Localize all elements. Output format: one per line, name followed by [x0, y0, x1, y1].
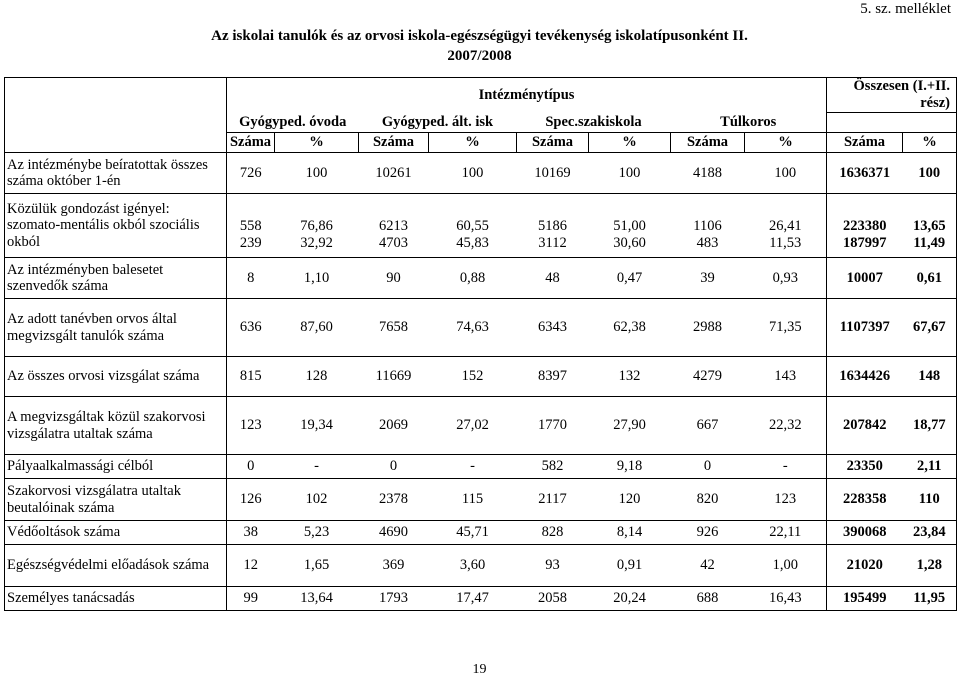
value-cell: 1,28: [903, 545, 957, 587]
value-cell: 110: [903, 479, 957, 521]
value-line: 11,49: [913, 235, 946, 251]
value-line: 45,83: [456, 235, 489, 251]
value-cell: 16,43: [745, 587, 827, 611]
row-label: Az összes orvosi vizsgálat száma: [5, 357, 227, 397]
row-label: A megvizsgáltak közül szakorvosi vizsgálatra utaltak száma: [5, 397, 227, 455]
value-line: 51,00: [613, 218, 646, 234]
value-line: 239: [239, 235, 262, 251]
value-cell: 0,88: [429, 258, 517, 299]
value-cell: 100: [903, 153, 957, 194]
value-cell: 74,63: [429, 299, 517, 357]
value-cell: 123: [745, 479, 827, 521]
value-cell: 20,24: [589, 587, 671, 611]
header-type-0: Gyógyped. óvoda: [227, 113, 359, 133]
row-label: Védőoltások száma: [5, 521, 227, 545]
value-cell: [671, 194, 745, 258]
header-szama: Száma: [827, 133, 903, 153]
value-cell: 1,00: [745, 545, 827, 587]
value-cell: [827, 194, 903, 258]
value-cell: 0: [671, 455, 745, 479]
value-cell: -: [275, 455, 359, 479]
header-pct: %: [745, 133, 827, 153]
value-cell: 6343: [517, 299, 589, 357]
value-cell: 21020: [827, 545, 903, 587]
value-cell: [275, 194, 359, 258]
statistics-table: [4, 77, 957, 611]
value-cell: 4690: [359, 521, 429, 545]
row-label: Személyes tanácsadás: [5, 587, 227, 611]
value-cell: 148: [903, 357, 957, 397]
header-total-blank: [827, 113, 957, 133]
row-label: Egészségvédelmi előadások száma: [5, 545, 227, 587]
value-cell: [227, 194, 275, 258]
value-cell: 195499: [827, 587, 903, 611]
value-cell: 390068: [827, 521, 903, 545]
value-cell: 0,47: [589, 258, 671, 299]
value-cell: 582: [517, 455, 589, 479]
value-cell: 2117: [517, 479, 589, 521]
value-line: 223380: [843, 218, 887, 234]
value-line: 11,53: [769, 235, 802, 251]
value-cell: -: [745, 455, 827, 479]
value-line: 187997: [843, 235, 887, 251]
value-cell: 100: [745, 153, 827, 194]
value-cell: 99: [227, 587, 275, 611]
header-type-3: Túlkoros: [671, 113, 827, 133]
table-row: [5, 258, 957, 299]
value-cell: 152: [429, 357, 517, 397]
value-line: 60,55: [456, 218, 489, 234]
value-cell: 48: [517, 258, 589, 299]
annex-label: 5. sz. melléklet: [860, 1, 951, 17]
value-cell: [359, 194, 429, 258]
value-cell: 67,67: [903, 299, 957, 357]
header-pct: %: [275, 133, 359, 153]
header-type-1: Gyógyped. ált. isk: [359, 113, 517, 133]
value-cell: 1793: [359, 587, 429, 611]
value-cell: 87,60: [275, 299, 359, 357]
header-intezmenytipus: Intézménytípus: [227, 78, 827, 113]
row-label: Szakorvosi vizsgálatra utaltak beutalóinak száma: [5, 479, 227, 521]
value-cell: 8397: [517, 357, 589, 397]
value-cell: 45,71: [429, 521, 517, 545]
value-cell: 926: [671, 521, 745, 545]
document-title: Az iskolai tanulók és az orvosi iskola-egészségügyi tevékenység iskolatípusonként II.: [211, 28, 748, 44]
value-cell: 2058: [517, 587, 589, 611]
value-line: 6213: [379, 218, 408, 234]
value-cell: 62,38: [589, 299, 671, 357]
value-line: 4703: [379, 235, 408, 251]
table-row: [5, 194, 957, 258]
value-cell: 23350: [827, 455, 903, 479]
value-cell: 93: [517, 545, 589, 587]
value-cell: 3,60: [429, 545, 517, 587]
value-cell: 9,18: [589, 455, 671, 479]
row-label: Az intézményben balesetet szenvedők száma: [5, 258, 227, 299]
value-cell: 2,11: [903, 455, 957, 479]
value-cell: 815: [227, 357, 275, 397]
value-cell: 90: [359, 258, 429, 299]
value-cell: 369: [359, 545, 429, 587]
table-row: [5, 299, 957, 357]
value-line: 558: [239, 218, 262, 234]
value-cell: 19,34: [275, 397, 359, 455]
value-cell: 0,93: [745, 258, 827, 299]
value-cell: 2069: [359, 397, 429, 455]
value-cell: 0,91: [589, 545, 671, 587]
value-cell: 10007: [827, 258, 903, 299]
value-cell: 11669: [359, 357, 429, 397]
value-cell: [429, 194, 517, 258]
table-row: [5, 455, 957, 479]
value-line: 3112: [538, 235, 567, 251]
value-cell: 0: [359, 455, 429, 479]
header-row-1: [5, 78, 957, 113]
header-type-2: Spec.szakiskola: [517, 113, 671, 133]
value-cell: [517, 194, 589, 258]
value-cell: 100: [275, 153, 359, 194]
value-cell: 27,02: [429, 397, 517, 455]
value-line: 32,92: [300, 235, 333, 251]
value-cell: 126: [227, 479, 275, 521]
value-cell: 23,84: [903, 521, 957, 545]
value-cell: 13,64: [275, 587, 359, 611]
value-cell: 102: [275, 479, 359, 521]
value-cell: 1770: [517, 397, 589, 455]
header-szama: Száma: [359, 133, 429, 153]
value-cell: 828: [517, 521, 589, 545]
header-szama: Száma: [227, 133, 275, 153]
value-cell: [589, 194, 671, 258]
header-empty-cell: [5, 78, 227, 153]
value-cell: 7658: [359, 299, 429, 357]
table-row: [5, 397, 957, 455]
value-cell: 38: [227, 521, 275, 545]
value-cell: 42: [671, 545, 745, 587]
value-line: 30,60: [613, 235, 646, 251]
value-cell: 2988: [671, 299, 745, 357]
value-cell: 27,90: [589, 397, 671, 455]
value-line: 13,65: [912, 218, 946, 234]
school-year: 2007/2008: [447, 48, 512, 64]
header-pct: %: [589, 133, 671, 153]
value-cell: 17,47: [429, 587, 517, 611]
table-row: [5, 521, 957, 545]
value-line: 76,86: [300, 218, 333, 234]
page-number: 19: [472, 662, 487, 677]
value-cell: 8,14: [589, 521, 671, 545]
value-cell: 143: [745, 357, 827, 397]
value-cell: 4188: [671, 153, 745, 194]
value-cell: 71,35: [745, 299, 827, 357]
value-cell: 1636371: [827, 153, 903, 194]
table-row: [5, 153, 957, 194]
value-cell: -: [429, 455, 517, 479]
value-cell: 10261: [359, 153, 429, 194]
row-label: Az intézménybe beíratottak összes száma október 1-én: [5, 153, 227, 194]
value-cell: 100: [429, 153, 517, 194]
value-cell: 123: [227, 397, 275, 455]
value-cell: 4279: [671, 357, 745, 397]
row-label: Az adott tanévben orvos által megvizsgált tanulók száma: [5, 299, 227, 357]
value-cell: 128: [275, 357, 359, 397]
value-cell: 2378: [359, 479, 429, 521]
header-osszesen: Összesen (I.+II. rész): [827, 78, 957, 113]
value-cell: 0,61: [903, 258, 957, 299]
value-cell: 5,23: [275, 521, 359, 545]
header-pct: %: [903, 133, 957, 153]
value-cell: 1,10: [275, 258, 359, 299]
value-cell: 115: [429, 479, 517, 521]
value-cell: 0: [227, 455, 275, 479]
row-label: Pályaalkalmassági célból: [5, 455, 227, 479]
value-cell: 10169: [517, 153, 589, 194]
value-cell: 100: [589, 153, 671, 194]
value-cell: 667: [671, 397, 745, 455]
value-cell: 207842: [827, 397, 903, 455]
value-cell: 1107397: [827, 299, 903, 357]
header-pct: %: [429, 133, 517, 153]
table-row: [5, 545, 957, 587]
value-cell: 1634426: [827, 357, 903, 397]
value-cell: 132: [589, 357, 671, 397]
value-cell: 120: [589, 479, 671, 521]
header-szama: Száma: [517, 133, 589, 153]
value-cell: 726: [227, 153, 275, 194]
value-cell: 12: [227, 545, 275, 587]
value-cell: [903, 194, 957, 258]
value-cell: 11,95: [903, 587, 957, 611]
table-row: [5, 587, 957, 611]
value-cell: 636: [227, 299, 275, 357]
value-cell: 8: [227, 258, 275, 299]
value-cell: 18,77: [903, 397, 957, 455]
value-cell: 22,11: [745, 521, 827, 545]
value-line: 26,41: [768, 218, 802, 234]
value-line: 5186: [538, 218, 567, 234]
value-cell: [745, 194, 827, 258]
row-label: Közülük gondozást igényel: szomato-mentális okból szociális okból: [5, 194, 227, 258]
value-line: 483: [696, 235, 719, 251]
value-cell: 1,65: [275, 545, 359, 587]
value-cell: 22,32: [745, 397, 827, 455]
header-szama: Száma: [671, 133, 745, 153]
value-cell: 820: [671, 479, 745, 521]
value-cell: 228358: [827, 479, 903, 521]
table-row: [5, 357, 957, 397]
table-row: [5, 479, 957, 521]
value-cell: 39: [671, 258, 745, 299]
value-line: 1106: [693, 218, 722, 234]
value-cell: 688: [671, 587, 745, 611]
